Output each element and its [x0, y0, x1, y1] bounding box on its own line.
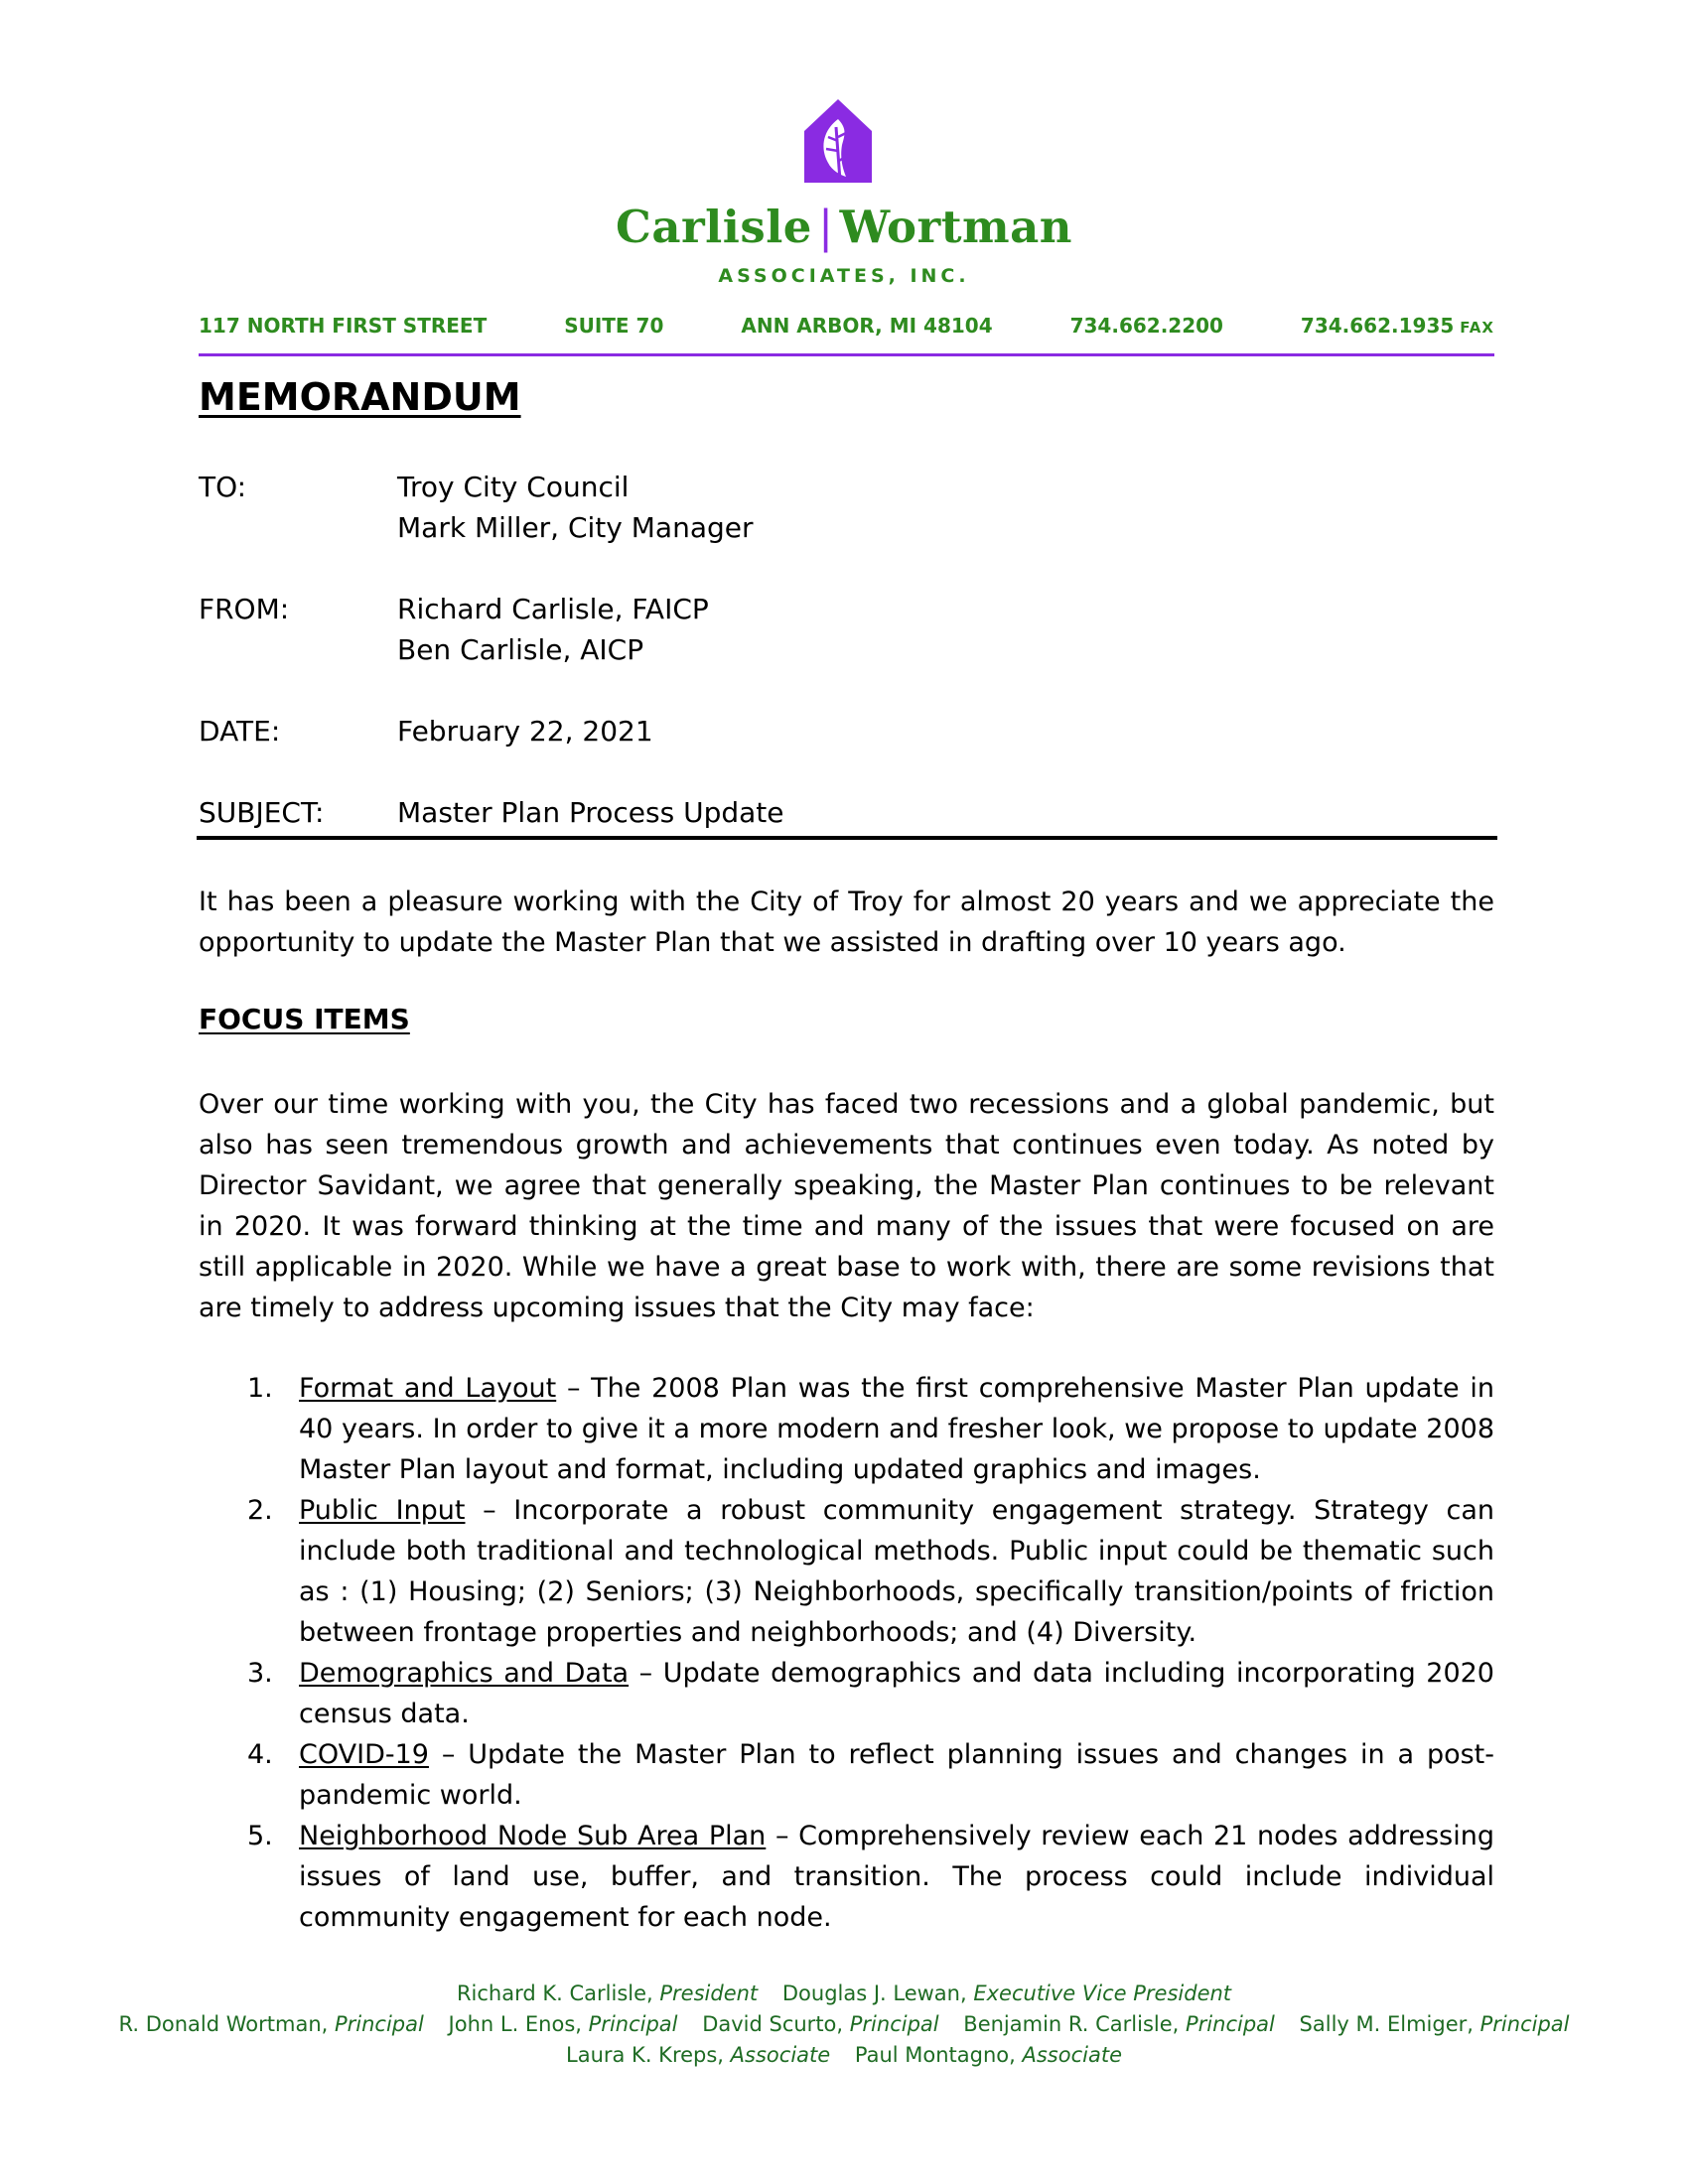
list-item-heading: COVID-19	[299, 1739, 429, 1770]
date-value: February 22, 2021	[397, 715, 653, 748]
footer-name: Paul Montagno,	[854, 2043, 1023, 2067]
footer-line-3	[0, 2040, 1688, 2071]
list-item-number: 5.	[247, 1821, 273, 1851]
memo-title: MEMORANDUM	[199, 375, 521, 419]
list-item-number: 1.	[247, 1373, 273, 1404]
footer-title: Principal	[849, 2012, 939, 2036]
address-fax	[1301, 314, 1494, 338]
from-line-2: Ben Carlisle, AICP	[397, 633, 644, 666]
footer-title: President	[659, 1981, 759, 2005]
footer-title: Principal	[334, 2012, 424, 2036]
subject-label: SUBJECT:	[199, 796, 325, 829]
footer-title: Principal	[1479, 2012, 1570, 2036]
footer-name: David Scurto,	[702, 2012, 850, 2036]
company-brand	[0, 201, 1688, 253]
address-suite: SUITE 70	[564, 314, 664, 338]
brand-left: Carlisle	[616, 201, 812, 253]
footer-title: Principal	[588, 2012, 678, 2036]
date-label: DATE:	[199, 715, 281, 748]
intro-paragraph: It has been a pleasure working with the City of Troy for almost 20 years and we appreciate the opportunity to update the Master Plan that we assisted in drafting over 10 years ago.	[199, 887, 1494, 958]
list-item-heading: Demographics and Data	[299, 1658, 630, 1689]
to-line-2: Mark Miller, City Manager	[397, 511, 754, 544]
to-label: TO:	[199, 471, 247, 503]
footer-name: Richard K. Carlisle,	[456, 1981, 660, 2005]
brand-right: Wortman	[839, 201, 1072, 253]
focus-items-heading: FOCUS ITEMS	[199, 1003, 410, 1035]
list-item-text: – Comprehensively review each 21 nodes addressing issues of land use, buffer, and transition. The process could include individual community engagement for each node.	[299, 1821, 1494, 1933]
footer-name: R. Donald Wortman,	[118, 2012, 335, 2036]
address-city: ANN ARBOR, MI 48104	[741, 314, 993, 338]
list-item	[199, 1816, 1494, 1938]
list-item-number: 2.	[247, 1495, 273, 1526]
house-leaf-icon	[802, 97, 874, 185]
from-line-1: Richard Carlisle, FAICP	[397, 593, 709, 625]
fax-number: 734.662.1935	[1300, 314, 1455, 338]
address-street: 117 NORTH FIRST STREET	[199, 314, 488, 338]
associates-label: ASSOCIATES, INC.	[718, 265, 970, 287]
address-line	[199, 314, 1494, 338]
list-item-text: – Update demographics and data including incorporating 2020 census data.	[299, 1658, 1494, 1729]
footer-name: Benjamin R. Carlisle,	[963, 2012, 1186, 2036]
header-divider	[197, 836, 1497, 840]
footer-title: Executive Vice President	[973, 1981, 1232, 2005]
focus-items-list	[199, 1368, 1494, 1938]
fax-label: FAX	[1460, 319, 1494, 337]
subject-value: Master Plan Process Update	[397, 796, 784, 829]
footer-title: Associate	[1022, 2043, 1122, 2067]
list-item-heading: Neighborhood Node Sub Area Plan	[299, 1821, 767, 1851]
footer-line-1	[0, 1979, 1688, 2009]
list-item-text: – Update the Master Plan to reflect planning issues and changes in a post-pandemic world.	[299, 1739, 1494, 1811]
list-item	[199, 1653, 1494, 1734]
letterhead-divider	[199, 353, 1494, 356]
list-item-text: – The 2008 Plan was the first comprehensive Master Plan update in 40 years. In order to give it a more modern and fresher look, we propose to update 2008 Master Plan layout and format, including updated graphics and images.	[299, 1373, 1494, 1485]
list-item-number: 4.	[247, 1739, 273, 1770]
footer-name: John L. Enos,	[448, 2012, 589, 2036]
footer-line-2	[0, 2009, 1688, 2040]
to-line-1: Troy City Council	[397, 471, 630, 503]
list-item	[199, 1368, 1494, 1490]
list-item	[199, 1734, 1494, 1816]
address-phone: 734.662.2200	[1069, 314, 1223, 338]
list-item	[199, 1490, 1494, 1653]
list-item-text: – Incorporate a robust community engagement strategy. Strategy can include both traditional and technological methods. Public input could be thematic such as : (1) Housing; (2) Seniors; (3) Neighborhoods, specifically transition/points of friction between frontage properties and neighborhoods; and (4) Diversity.	[299, 1495, 1494, 1648]
footer-title: Principal	[1186, 2012, 1275, 2036]
list-item-number: 3.	[247, 1658, 273, 1689]
list-item-heading: Format and Layout	[299, 1373, 557, 1404]
from-label: FROM:	[199, 593, 290, 625]
footer-name: Douglas J. Lewan,	[781, 1981, 974, 2005]
brand-separator: |	[817, 201, 834, 253]
footer-name: Laura K. Kreps,	[566, 2043, 731, 2067]
footer-name: Sally M. Elmiger,	[1299, 2012, 1480, 2036]
footer-title: Associate	[730, 2043, 831, 2067]
focus-paragraph: Over our time working with you, the City has faced two recessions and a global pandemic, but also has seen tremendous growth and achievements that continues even today. As noted by Director Savidant, we agree that generally speaking, the Master Plan continues to be relevant in 2020. It was forward thinking at the time and many of the issues that were focused on are still applicable in 2020. While we have a great base to work with, there are some revisions that are timely to address upcoming issues that the City may face:	[199, 1089, 1494, 1323]
list-item-heading: Public Input	[299, 1495, 466, 1526]
